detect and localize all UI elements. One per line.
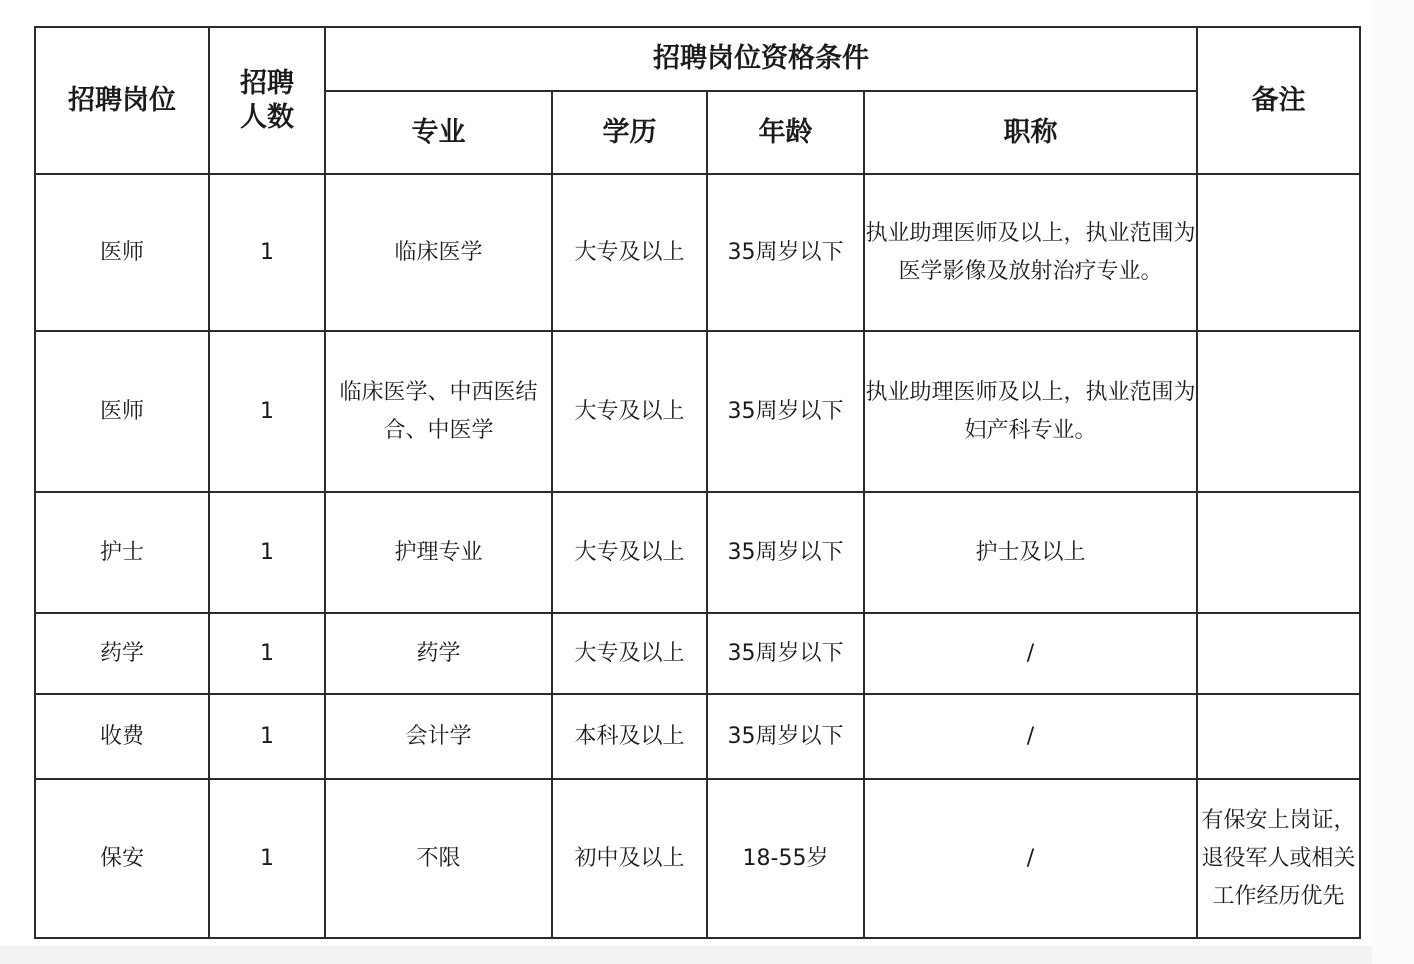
header-count-text: 招聘人数: [240, 67, 294, 133]
header-row-top: [35, 27, 1360, 91]
cell-major: [325, 331, 552, 492]
cell-position: 护士: [35, 492, 209, 613]
table-row: [35, 613, 1360, 694]
cell-age: 35周岁以下: [707, 613, 864, 694]
cell-title: 护士及以上: [864, 492, 1197, 613]
cell-age: 35周岁以下: [707, 331, 864, 492]
table-row: [35, 331, 1360, 492]
cell-title: 执业助理医师及以上，执业范围为医学影像及放射治疗专业。: [864, 174, 1197, 331]
page-bottom-band: [0, 946, 1414, 964]
header-title: 职称: [864, 91, 1197, 174]
recruitment-table: [34, 26, 1361, 939]
header-count: [209, 27, 325, 174]
cell-education: 本科及以上: [552, 694, 707, 779]
cell-age: 35周岁以下: [707, 694, 864, 779]
cell-title-text: 执业助理医师及以上，执业范围为妇产科专业。: [865, 380, 1196, 443]
cell-title: /: [864, 694, 1197, 779]
cell-major: 不限: [325, 779, 552, 938]
page-right-band: [1372, 0, 1414, 964]
table-row: [35, 694, 1360, 779]
cell-remarks: [1197, 174, 1360, 331]
table-row: [35, 174, 1360, 331]
cell-education: 初中及以上: [552, 779, 707, 938]
cell-title: /: [864, 613, 1197, 694]
cell-position: 药学: [35, 613, 209, 694]
cell-position: 医师: [35, 174, 209, 331]
cell-remarks: [1197, 331, 1360, 492]
header-age: 年龄: [707, 91, 864, 174]
cell-major: 会计学: [325, 694, 552, 779]
cell-remarks: [1197, 613, 1360, 694]
cell-position: 医师: [35, 331, 209, 492]
cell-count: 1: [209, 613, 325, 694]
cell-major-text: 临床医学、中西医结合、中医学: [339, 379, 538, 443]
header-remarks: 备注: [1197, 27, 1360, 174]
cell-title: /: [864, 779, 1197, 938]
table-row: [35, 492, 1360, 613]
cell-remarks: 有保安上岗证，退役军人或相关工作经历优先: [1197, 779, 1360, 938]
header-qualifications: 招聘岗位资格条件: [325, 27, 1197, 91]
cell-education: 大专及以上: [552, 174, 707, 331]
cell-age: 35周岁以下: [707, 492, 864, 613]
cell-major: 护理专业: [325, 492, 552, 613]
cell-count: 1: [209, 174, 325, 331]
cell-count: 1: [209, 331, 325, 492]
header-major: 专业: [325, 91, 552, 174]
cell-education: 大专及以上: [552, 492, 707, 613]
cell-remarks: [1197, 694, 1360, 779]
cell-age: 18-55岁: [707, 779, 864, 938]
table-row: [35, 779, 1360, 938]
cell-count: 1: [209, 492, 325, 613]
header-position: 招聘岗位: [35, 27, 209, 174]
header-education: 学历: [552, 91, 707, 174]
cell-age: 35周岁以下: [707, 174, 864, 331]
cell-education: 大专及以上: [552, 331, 707, 492]
cell-major: 药学: [325, 613, 552, 694]
cell-position: 保安: [35, 779, 209, 938]
cell-major: 临床医学: [325, 174, 552, 331]
cell-count: 1: [209, 694, 325, 779]
cell-education: 大专及以上: [552, 613, 707, 694]
cell-count: 1: [209, 779, 325, 938]
cell-remarks: [1197, 492, 1360, 613]
cell-position: 收费: [35, 694, 209, 779]
cell-title: [864, 331, 1197, 492]
